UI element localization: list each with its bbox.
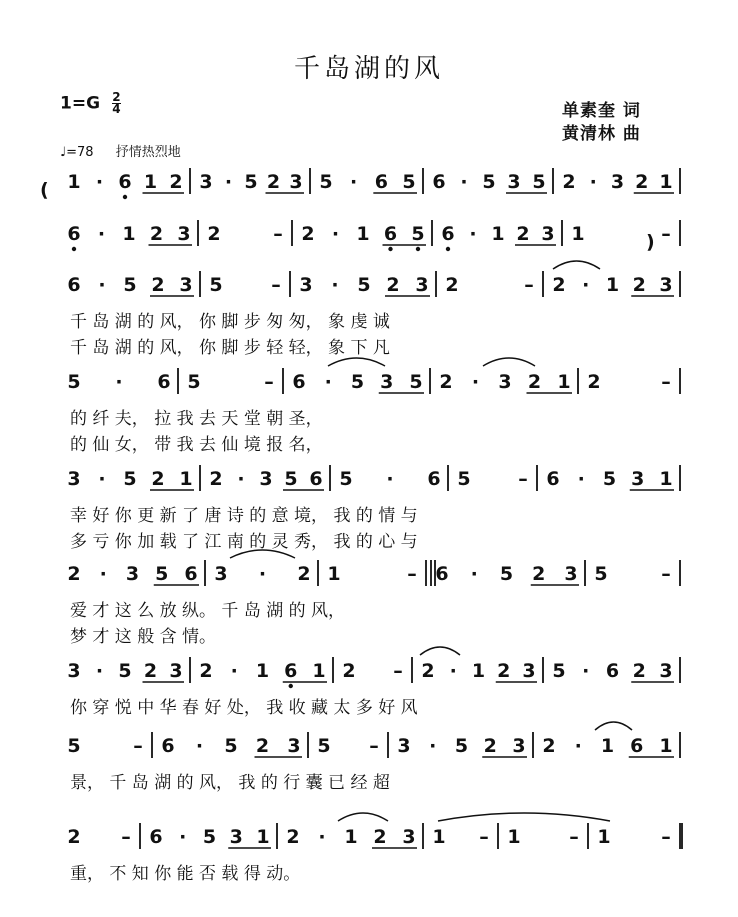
- note: 3: [289, 171, 303, 193]
- note: 2: [587, 371, 601, 393]
- note: ·: [98, 468, 106, 490]
- note: 3: [380, 371, 394, 393]
- note: 5: [454, 735, 469, 757]
- slur: [553, 261, 600, 269]
- note: ·: [230, 660, 238, 682]
- note: 2: [67, 826, 81, 848]
- dash-note: –: [264, 371, 274, 393]
- note: ·: [589, 171, 597, 193]
- note: 2: [421, 660, 435, 682]
- note: 1: [659, 468, 673, 490]
- note: 2: [386, 274, 400, 296]
- dash-note: –: [569, 826, 579, 848]
- note: 2: [151, 274, 165, 296]
- note: 2: [266, 171, 281, 193]
- note: 2: [207, 223, 221, 245]
- note: 5: [457, 468, 471, 490]
- note: 1: [507, 826, 521, 848]
- note: 5: [123, 274, 137, 296]
- note: ·: [318, 826, 326, 848]
- note: 1: [557, 371, 571, 393]
- note: 3: [610, 171, 625, 193]
- lyric-line: 你 穿 悦 中 华 春 好 处， 我 收 藏 太 多 好 风: [70, 698, 418, 718]
- note: ·: [429, 735, 437, 757]
- note: 2: [552, 274, 566, 296]
- note: 3: [402, 826, 416, 848]
- note: 2: [439, 371, 453, 393]
- note: 2: [373, 826, 387, 848]
- note: 6: [441, 223, 455, 245]
- note: 2: [143, 660, 158, 682]
- note: 5: [209, 274, 223, 296]
- note: 3: [659, 274, 673, 296]
- note: 2: [527, 371, 542, 393]
- note: ·: [386, 468, 394, 490]
- note: 2: [483, 735, 497, 757]
- note: 3: [498, 371, 512, 393]
- note: 1: [344, 826, 358, 848]
- note: 5: [319, 171, 333, 193]
- note: 3: [67, 660, 81, 682]
- note: 3: [397, 735, 411, 757]
- note: 5: [482, 171, 496, 193]
- note: ·: [98, 274, 106, 296]
- octave-dot: [289, 684, 293, 688]
- note: 1: [471, 660, 486, 682]
- note: 5: [532, 171, 546, 193]
- note: 2: [516, 223, 530, 245]
- note: 2: [532, 563, 546, 585]
- note: ·: [460, 171, 468, 193]
- note: 2: [199, 660, 213, 682]
- note: 2: [635, 171, 649, 193]
- note: 5: [67, 371, 81, 393]
- dash-note: –: [133, 735, 143, 757]
- note: 3: [169, 660, 183, 682]
- note: ·: [224, 171, 233, 193]
- time-signature-top: 2: [112, 90, 121, 104]
- note: ·: [469, 223, 477, 245]
- note: 1: [312, 660, 326, 682]
- slur: [420, 647, 460, 655]
- lyric-line: 的 仙 女， 带 我 去 仙 境 报 名，: [70, 435, 323, 455]
- lyric-line: 爱 才 这 么 放 纵。 千 岛 湖 的 风，: [70, 601, 346, 621]
- octave-dot: [123, 195, 127, 199]
- note: 5: [402, 171, 416, 193]
- note: 1: [143, 171, 158, 193]
- note: 6: [309, 468, 323, 490]
- note: 6: [432, 171, 446, 193]
- lyric-line: 重， 不 知 你 能 否 载 得 动。: [70, 864, 301, 884]
- note: 2: [632, 660, 646, 682]
- note: ·: [582, 274, 590, 296]
- note: 6: [67, 223, 81, 245]
- expression-marking: 抒情热烈地: [115, 145, 181, 160]
- slur: [595, 722, 632, 730]
- note: ·: [99, 563, 107, 585]
- note: 6: [374, 171, 388, 193]
- slur: [438, 813, 610, 821]
- note: 5: [552, 660, 566, 682]
- lyric-line: 千 岛 湖 的 风， 你 脚 步 匆 匆， 象 虔 诚: [70, 312, 390, 332]
- note: ·: [97, 223, 106, 245]
- note: 2: [169, 171, 183, 193]
- key-label: 1=G: [60, 93, 101, 114]
- note: ·: [179, 826, 187, 848]
- note: 5: [123, 468, 137, 490]
- note: 2: [301, 223, 315, 245]
- note: 1: [605, 274, 620, 296]
- note: ·: [574, 735, 582, 757]
- paren-open: (: [40, 179, 49, 201]
- note: 2: [497, 660, 511, 682]
- note: ·: [195, 735, 204, 757]
- note: 2: [632, 274, 646, 296]
- lyric-line: 多 亏 你 加 载 了 江 南 的 灵 秀， 我 的 心 与: [70, 532, 418, 552]
- note: 3: [522, 660, 536, 682]
- note: ·: [471, 371, 480, 393]
- composer: 黄清林 曲: [562, 124, 641, 144]
- note: 6: [67, 274, 81, 296]
- note: 5: [118, 660, 132, 682]
- note: 6: [161, 735, 175, 757]
- lyric-line: 幸 好 你 更 新 了 唐 诗 的 意 境， 我 的 情 与: [70, 506, 418, 526]
- note: 2: [209, 468, 223, 490]
- octave-dot: [72, 247, 76, 251]
- note: 3: [299, 274, 313, 296]
- song-title: 千岛湖的风: [293, 54, 444, 84]
- note: 2: [286, 826, 300, 848]
- slur: [338, 813, 388, 821]
- time-signature-bottom: 4: [112, 102, 121, 116]
- note: 3: [631, 468, 645, 490]
- note: 6: [605, 660, 620, 682]
- note: ·: [470, 563, 478, 585]
- note: 6: [292, 371, 306, 393]
- note: 1: [432, 826, 446, 848]
- note: 1: [122, 223, 136, 245]
- note: ·: [95, 171, 104, 193]
- note: ·: [258, 563, 267, 585]
- note: 1: [356, 223, 370, 245]
- lyric-line: 景， 千 岛 湖 的 风， 我 的 行 囊 已 经 超: [70, 773, 390, 793]
- dash-note: –: [661, 826, 671, 848]
- note: 5: [67, 735, 81, 757]
- note: ·: [331, 274, 339, 296]
- note: 6: [157, 371, 171, 393]
- note: ·: [350, 171, 358, 193]
- note: 5: [244, 171, 258, 193]
- note: 6: [383, 223, 398, 245]
- lyric-line: 梦 才 这 般 含 情。: [70, 627, 217, 647]
- note: ·: [324, 371, 332, 393]
- note: 1: [327, 563, 341, 585]
- note: 3: [259, 468, 273, 490]
- dash-note: –: [661, 563, 671, 585]
- note: 5: [350, 371, 365, 393]
- note: 6: [427, 468, 441, 490]
- note: 3: [287, 735, 301, 757]
- octave-dot: [416, 247, 420, 251]
- note: 3: [659, 660, 673, 682]
- note: 3: [229, 826, 243, 848]
- note: 1: [179, 468, 193, 490]
- note: 5: [224, 735, 238, 757]
- note: 3: [541, 223, 555, 245]
- note: 5: [357, 274, 371, 296]
- note: 3: [125, 563, 140, 585]
- dash-note: –: [393, 660, 403, 682]
- dash-note: –: [407, 563, 417, 585]
- dash-note: –: [661, 223, 671, 245]
- paren-close: ): [646, 231, 655, 253]
- slur: [328, 358, 385, 366]
- dash-note: –: [661, 371, 671, 393]
- note: 5: [409, 371, 423, 393]
- note: 6: [184, 563, 198, 585]
- note: 2: [67, 563, 81, 585]
- note: ·: [237, 468, 245, 490]
- note: 1: [659, 171, 673, 193]
- note: 5: [411, 223, 425, 245]
- note: 1: [67, 171, 81, 193]
- note: ·: [449, 660, 457, 682]
- note: 5: [317, 735, 331, 757]
- lyric-line: 的 纤 夫， 拉 我 去 天 堂 朝 圣，: [70, 409, 323, 429]
- dash-note: –: [524, 274, 534, 296]
- note: 1: [256, 826, 270, 848]
- note: 3: [507, 171, 521, 193]
- note: 6: [118, 171, 132, 193]
- slur: [483, 358, 535, 366]
- note: 5: [187, 371, 201, 393]
- note: 1: [571, 223, 585, 245]
- note: 2: [255, 735, 270, 757]
- note: 3: [67, 468, 81, 490]
- dash-note: –: [479, 826, 489, 848]
- note: 3: [512, 735, 526, 757]
- note: 6: [284, 660, 298, 682]
- octave-dot: [446, 247, 450, 251]
- note: 3: [199, 171, 213, 193]
- note: 6: [435, 563, 449, 585]
- note: 3: [214, 563, 228, 585]
- note: ·: [331, 223, 340, 245]
- dash-note: –: [369, 735, 379, 757]
- note: 2: [342, 660, 356, 682]
- lyricist: 单素奎 词: [562, 101, 641, 121]
- note: 5: [202, 826, 217, 848]
- note: ·: [115, 371, 123, 393]
- tempo-value: ♩=78: [60, 145, 94, 160]
- note: ·: [577, 468, 585, 490]
- note: 6: [546, 468, 560, 490]
- note: 5: [602, 468, 617, 490]
- note: 2: [445, 274, 459, 296]
- note: 3: [179, 274, 193, 296]
- note: 3: [415, 274, 429, 296]
- note: 3: [564, 563, 578, 585]
- note: 2: [542, 735, 556, 757]
- note: 1: [491, 223, 505, 245]
- note: 2: [297, 563, 311, 585]
- note: 1: [659, 735, 673, 757]
- note: ·: [582, 660, 590, 682]
- note: 5: [284, 468, 298, 490]
- lyric-line: 千 岛 湖 的 风， 你 脚 步 轻 轻， 象 下 凡: [70, 338, 390, 358]
- note: 2: [151, 468, 165, 490]
- note: 6: [149, 826, 163, 848]
- note: 5: [155, 563, 169, 585]
- note: 3: [177, 223, 191, 245]
- octave-dot: [388, 247, 392, 251]
- note: 2: [562, 171, 576, 193]
- dash-note: –: [271, 274, 281, 296]
- note: 1: [255, 660, 270, 682]
- dash-note: –: [273, 223, 283, 245]
- note: 5: [499, 563, 514, 585]
- note: 2: [149, 223, 164, 245]
- dash-note: –: [121, 826, 131, 848]
- note: 1: [597, 826, 611, 848]
- note: 6: [630, 735, 644, 757]
- note: 5: [339, 468, 353, 490]
- note: 5: [594, 563, 608, 585]
- dash-note: –: [518, 468, 528, 490]
- note: ·: [95, 660, 104, 682]
- note: 1: [600, 735, 615, 757]
